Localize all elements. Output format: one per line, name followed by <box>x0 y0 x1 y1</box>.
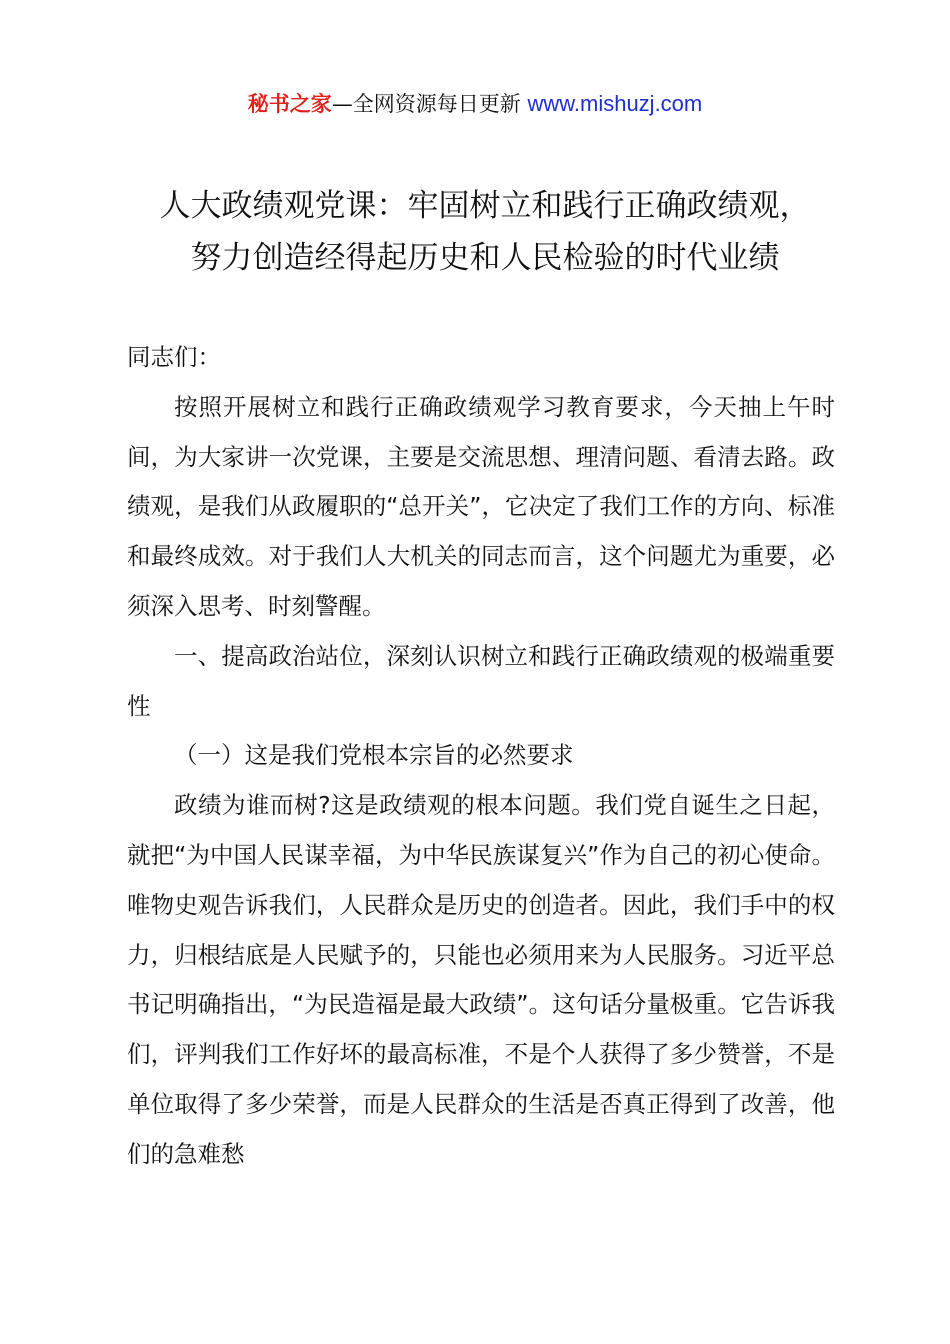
subsection-heading-1: （一）这是我们党根本宗旨的必然要求 <box>174 741 574 770</box>
site-header <box>0 86 950 122</box>
header-tagline: —全网资源每日更新 <box>331 92 528 116</box>
document-body <box>127 333 835 1180</box>
paragraph-body: 政绩为谁而树?这是政绩观的根本问题。我们党自诞生之日起，就把“为中国人民谋幸福，为中华民族谋复兴”作为自己的初心使命。唯物史观告诉我们，人民群众是历史的创造者。因此，我们手中的权力，归根结底是人民赋予的，只能也必须用来为人民服务。习近平总书记明确指出，“为民造福是最大政绩”。这句话分量极重。它告诉我们，评判我们工作好坏的最高标准，不是个人获得了多少赞誉，不是单位取得了多少荣誉，而是人民群众的生活是否真正得到了改善，他们的急难愁 <box>127 791 835 1168</box>
brand-name: 秘书之家 <box>247 92 332 116</box>
title-line-1: 人大政绩观党课：牢固树立和践行正确政绩观， <box>159 188 811 224</box>
title-line-2: 努力创造经得起历史和人民检验的时代业绩 <box>190 240 780 276</box>
paragraph-intro: 按照开展树立和践行正确政绩观学习教育要求，今天抽上午时间，为大家讲一次党课，主要是交流思想、理清问题、看清去路。政绩观，是我们从政履职的“总开关”，它决定了我们工作的方向、标准和最终成效。对于我们人大机关的同志而言，这个问题尤为重要，必须深入思考、时刻警醒。 <box>127 392 835 620</box>
site-url-link[interactable]: www.mishuzj.com <box>527 91 703 116</box>
document-title <box>100 180 870 284</box>
section-heading-1: 一、提高政治站位，深刻认识树立和践行正确政绩观的极端重要性 <box>127 641 835 720</box>
salutation: 同志们： <box>127 343 221 371</box>
